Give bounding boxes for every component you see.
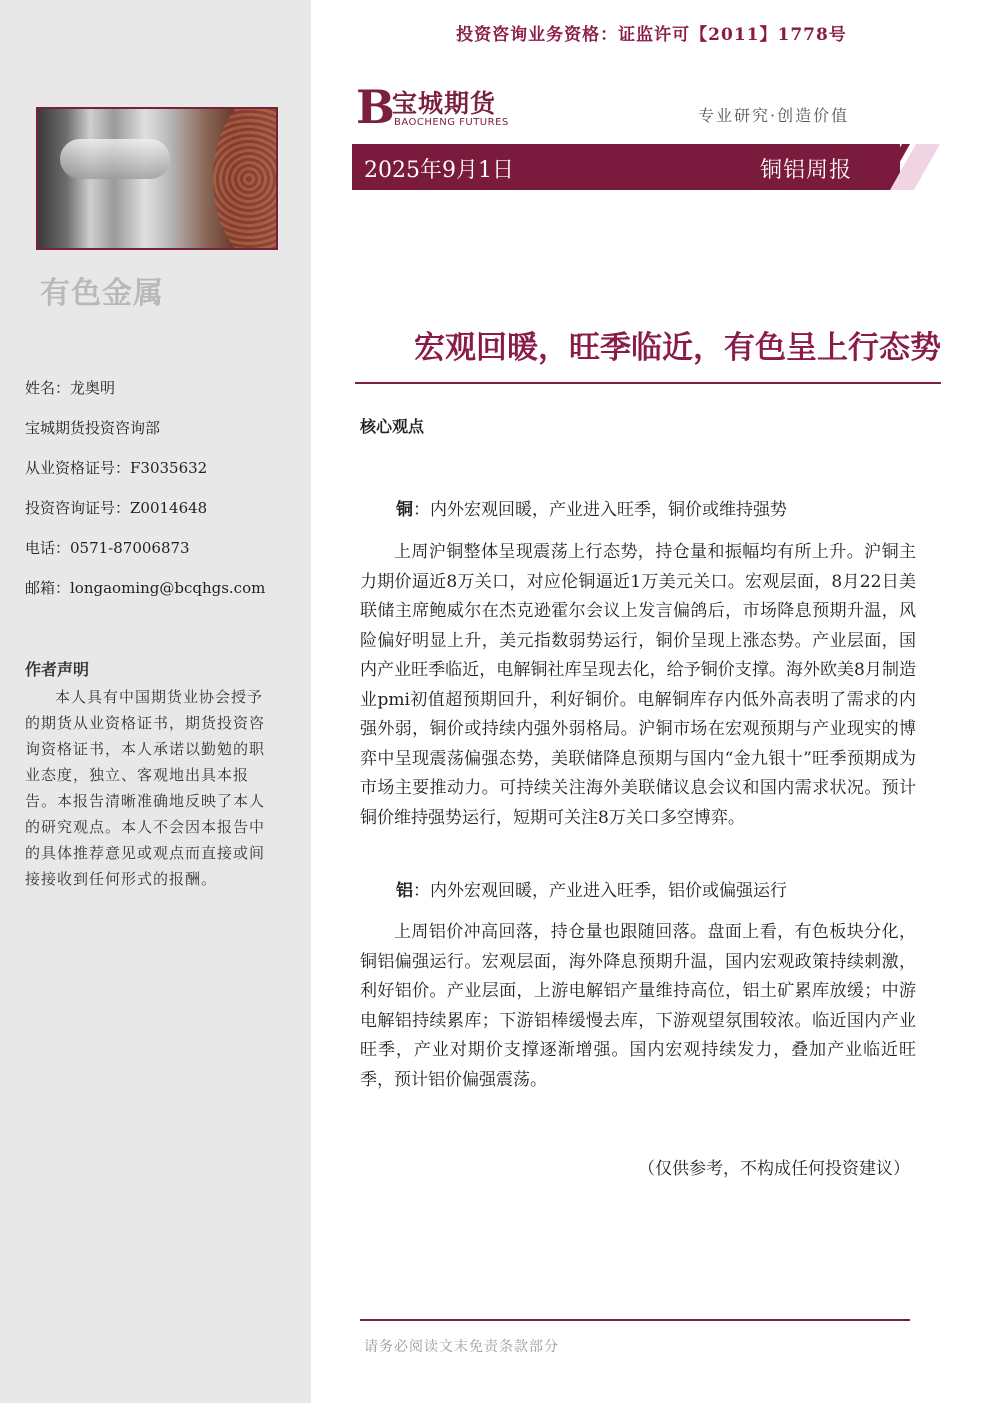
declaration-text: 本人具有中国期货业协会授予的期货从业资格证书，期货投资咨询资格证书，本人承诺以勤勉的职业态度，独立、客观地出具本报告。本报告清晰准确地反映了本人的研究观点。本人不会因本报告中的具体推荐意见或观点而直接或间接接收到任何形式的报酬。 bbox=[25, 688, 266, 888]
practice-license: 从业资格证号：F3035632 bbox=[25, 459, 208, 477]
logo-b-icon: B bbox=[356, 80, 395, 134]
copper-coil-shape bbox=[213, 107, 278, 250]
sector-title: 有色金属 bbox=[40, 276, 164, 311]
analyst-name: 姓名：龙奥明 bbox=[25, 379, 116, 397]
copper-body: 上周沪铜整体呈现震荡上行态势，持仓量和振幅均有所上升。沪铜主力期价逼近8万关口，对应伦铜逼近1万美元关口。宏观层面，8月22日美联储主席鲍威尔在杰克逊霍尔会议上发言偏鸽后，市场降息预期升温，风险偏好明显上升，美元指数弱势运行，铜价呈现上涨态势。产业层面，国内产业旺季临近，电解铜社库呈现去化，给予铜价支撑。海外欧美8月制造业pmi初值超预期回升，利好铜价。电解铜库存内低外高表明了需求的内强外弱，铜价或持续内强外弱格局。沪铜市场在宏观预期与产业现实的博弈中呈现震荡偏强态势，美联储降息预期与国内“金九银十”旺季预期成为市场主要推动力。可持续关注海外美联储议息会议和国内需求状况。预计铜价维持强势运行，短期可关注8万关口多空博弈。 bbox=[360, 542, 916, 828]
logo-english-name: BAOCHENG FUTURES bbox=[394, 117, 509, 128]
aluminum-summary bbox=[396, 879, 916, 903]
slogan: 专业研究·创造价值 bbox=[698, 106, 850, 125]
cover-photo bbox=[36, 107, 278, 250]
aluminum-body: 上周铝价冲高回落，持仓量也跟随回落。盘面上看，有色板块分化，铜铝偏强运行。宏观层面，海外降息预期升温，国内宏观政策持续刺激，利好铝价。产业层面，上游电解铝产量维持高位，铝土矿累库放缓；中游电解铝持续累库；下游铝棒缓慢去库，下游观望氛围较浓。临近国内产业旺季，产业对期价支撑逐渐增强。国内宏观持续发力，叠加产业临近旺季，预计铝价偏强震荡。 bbox=[360, 922, 916, 1090]
analyst-contact bbox=[25, 377, 265, 617]
copper-summary-text: ：内外宏观回暖，产业进入旺季，铜价或维持强势 bbox=[413, 500, 787, 520]
core-views-title: 核心观点 bbox=[360, 417, 425, 436]
copper-label: 铜 bbox=[396, 500, 413, 520]
sidebar bbox=[0, 0, 311, 1403]
footer-disclaimer: 请务必阅读文末免责条款部分 bbox=[364, 1339, 559, 1355]
analyst-email[interactable]: 邮箱：longaoming@bcqhgs.com bbox=[25, 579, 266, 597]
report-date: 2025年9月1日 bbox=[364, 158, 514, 183]
analyst-department: 宝城期货投资咨询部 bbox=[25, 419, 161, 437]
analyst-phone: 电话：0571-87006873 bbox=[25, 539, 190, 557]
metal-roll-shape bbox=[60, 139, 170, 179]
footer-divider bbox=[360, 1319, 910, 1321]
headline-divider bbox=[355, 382, 941, 384]
date-banner bbox=[352, 144, 900, 190]
reference-note: （仅供参考，不构成任何投资建议） bbox=[638, 1159, 910, 1179]
declaration-title: 作者声明 bbox=[25, 660, 90, 679]
aluminum-summary-text: ：内外宏观回暖，产业进入旺季，铝价或偏强运行 bbox=[413, 881, 787, 901]
report-type: 铜铝周报 bbox=[759, 158, 852, 183]
report-headline: 宏观回暖，旺季临近，有色呈上行态势 bbox=[414, 330, 941, 366]
banner-stripes-icon bbox=[862, 144, 942, 190]
license-line: 投资咨询业务资格：证监许可【2011】1778号 bbox=[456, 25, 847, 45]
consulting-license: 投资咨询证号：Z0014648 bbox=[25, 499, 208, 517]
copper-summary bbox=[396, 498, 916, 522]
aluminum-label: 铝 bbox=[396, 881, 413, 901]
logo-chinese-name: 宝城期货 bbox=[392, 89, 497, 118]
